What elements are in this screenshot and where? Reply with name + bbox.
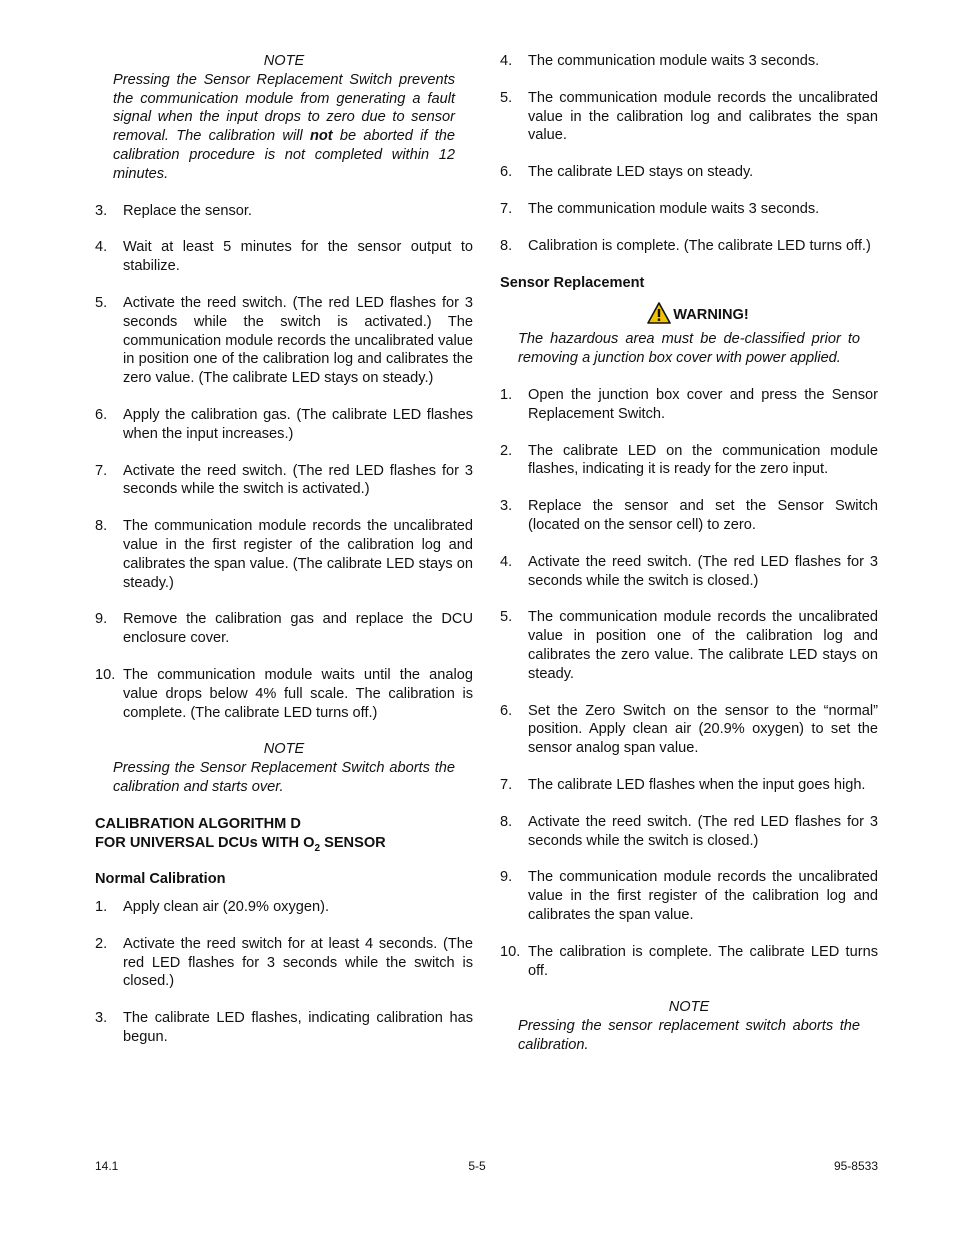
subheading-sensor-replacement: Sensor Replacement (500, 274, 645, 291)
step-text: Apply clean air (20.9% oxygen). (123, 899, 330, 916)
step-number: 8. (95, 518, 108, 535)
sensor-replacement-steps (500, 386, 878, 980)
list-item (500, 442, 878, 480)
list-item (95, 898, 473, 917)
list-item (95, 935, 473, 991)
step-number: 4. (95, 239, 108, 256)
step-text: Calibration is complete. (The calibrate LED turns off.) (528, 237, 871, 254)
step-text: The calibrate LED flashes, indicating calibration has begun. (123, 1010, 473, 1046)
note-aborts (95, 740, 473, 796)
list-item (500, 813, 878, 851)
left-steps-list (95, 202, 473, 723)
step-number: 6. (500, 702, 513, 719)
list-item (95, 666, 473, 722)
step-number: 1. (95, 899, 108, 916)
step-text: The communication module waits 3 seconds. (528, 200, 820, 217)
note-body: Pressing the sensor replacement switch aborts the calibration. (518, 1018, 860, 1053)
step-text: The communication module records the uncalibrated value in the calibration log and calibrates the span value. (528, 89, 878, 144)
list-item (500, 89, 878, 145)
left-column (95, 52, 473, 1065)
step-number: 7. (95, 462, 108, 479)
footer-revision: 14.1 (95, 1159, 119, 1173)
step-text: The communication module records the uncalibrated value in position one of the calibration log and calibrates the zero value. The calibrate LED stays on steady. (528, 609, 878, 682)
step-number: 3. (500, 498, 513, 515)
list-item (95, 1009, 473, 1047)
note-title: NOTE (668, 999, 710, 1016)
step-text: Apply the calibration gas. (The calibrate LED flashes when the input increases.) (123, 406, 473, 442)
note-body: Pressing the Sensor Replacement Switch prevents the communication module from generating a fault signal when the input drops to zero due to sensor removal. The calibration will not be aborted if the calibration procedure is not completed within 12 minutes. (113, 71, 455, 182)
list-item (500, 702, 878, 758)
step-number: 10. (95, 666, 116, 683)
list-item (500, 608, 878, 683)
note-bold-word: not (309, 128, 333, 145)
list-item (500, 386, 878, 424)
step-text: The communication module records the uncalibrated value in the first register of the calibration log and calibrates the span value. (The calibrate LED stays on steady.) (123, 518, 473, 591)
step-number: 5. (95, 294, 108, 311)
right-steps-list (500, 52, 878, 256)
step-text: The communication module waits 3 seconds. (528, 53, 820, 69)
list-item (95, 610, 473, 648)
step-text: Activate the reed switch. (The red LED flashes for 3 seconds while the switch is activated.) (123, 462, 473, 498)
normal-calibration-steps (95, 898, 473, 1047)
list-item (500, 52, 878, 71)
list-item (95, 517, 473, 592)
step-number: 9. (95, 611, 108, 628)
warning-body: The hazardous area must be de-classified prior to removing a junction box cover with power applied. (518, 331, 860, 367)
step-number: 5. (500, 89, 513, 106)
right-column (500, 52, 878, 1073)
warning-triangle-icon (647, 302, 671, 324)
step-number: 6. (500, 164, 513, 181)
list-item (95, 406, 473, 444)
step-number: 2. (95, 935, 108, 952)
list-item (500, 943, 878, 981)
step-text: Activate the reed switch. (The red LED flashes for 3 seconds while the switch is activated.) The communication module records the uncalibrated value in position one of the calibration log and calibrates the zero value. (The calibrate LED stays on steady.) (123, 294, 473, 387)
step-text: The calibrate LED flashes when the input goes high. (528, 776, 866, 793)
step-text: The calibrate LED stays on steady. (528, 164, 754, 181)
step-text: The calibration is complete. The calibrate LED turns off. (528, 943, 878, 979)
list-item (500, 237, 878, 256)
section-heading-algorithm-d: CALIBRATION ALGORITHM D FOR UNIVERSAL DCUs WITH $O_2$ SENSOR (95, 815, 386, 854)
step-text: Activate the reed switch. (The red LED flashes for 3 seconds while the switch is closed.) (528, 813, 878, 849)
step-number: 8. (500, 237, 513, 254)
note-body: Pressing the Sensor Replacement Switch aborts the calibration and starts over. (113, 760, 455, 795)
footer-page-number: 5-5 (468, 1159, 486, 1173)
step-number: 2. (500, 442, 513, 459)
step-text: The calibrate LED on the communication module flashes, indicating it is ready for the zero input. (528, 442, 878, 478)
step-text: Remove the calibration gas and replace the DCU enclosure cover. (123, 611, 473, 647)
step-number: 3. (95, 202, 108, 219)
step-text: Replace the sensor. (123, 202, 252, 219)
step-number: 10. (500, 943, 521, 960)
step-number: 3. (95, 1010, 108, 1027)
step-number: 6. (95, 406, 108, 423)
list-item (95, 294, 473, 388)
list-item (500, 497, 878, 535)
step-text: Activate the reed switch. (The red LED flashes for 3 seconds while the switch is closed.) (528, 553, 878, 589)
step-number: 7. (500, 200, 513, 217)
warning-heading (500, 302, 878, 324)
step-number: 5. (500, 609, 513, 626)
subheading-normal-calibration: Normal Calibration (95, 871, 226, 888)
list-item (95, 462, 473, 500)
step-number: 8. (500, 813, 513, 830)
footer-document-number: 95-8533 (833, 1159, 878, 1173)
list-item (500, 200, 878, 219)
step-number: 7. (500, 776, 513, 793)
note-title: NOTE (263, 53, 305, 69)
warning-title: WARNING! (673, 306, 749, 323)
step-text: The communication module waits until the analog value drops below 4% full scale. The calibration is complete. (The calibrate LED turns off.) (123, 666, 473, 721)
step-number: 4. (500, 53, 513, 69)
step-text: Set the Zero Switch on the sensor to the “normal” position. Apply clean air (20.9% oxygen) to set the sensor analog span value. (528, 702, 878, 757)
list-item (500, 776, 878, 795)
step-text: Replace the sensor and set the Sensor Switch (located on the sensor cell) to zero. (528, 498, 878, 533)
note-title: NOTE (263, 741, 305, 758)
list-item (500, 163, 878, 182)
list-item (95, 238, 473, 276)
list-item (500, 553, 878, 591)
note-replacement-aborts (500, 998, 878, 1054)
note-sensor-switch (95, 52, 473, 184)
step-number: 9. (500, 869, 513, 886)
step-number: 4. (500, 553, 513, 570)
step-text: Wait at least 5 minutes for the sensor output to stabilize. (123, 239, 473, 275)
list-item (95, 202, 473, 221)
step-text: Open the junction box cover and press the Sensor Replacement Switch. (528, 386, 878, 422)
step-text: Activate the reed switch for at least 4 seconds. (The red LED flashes for 3 seconds while the switch is closed.) (123, 935, 473, 990)
step-text: The communication module records the uncalibrated value in the first register of the calibration log and calibrates the span value. (528, 869, 878, 923)
step-number: 1. (500, 386, 513, 403)
list-item (500, 868, 878, 924)
